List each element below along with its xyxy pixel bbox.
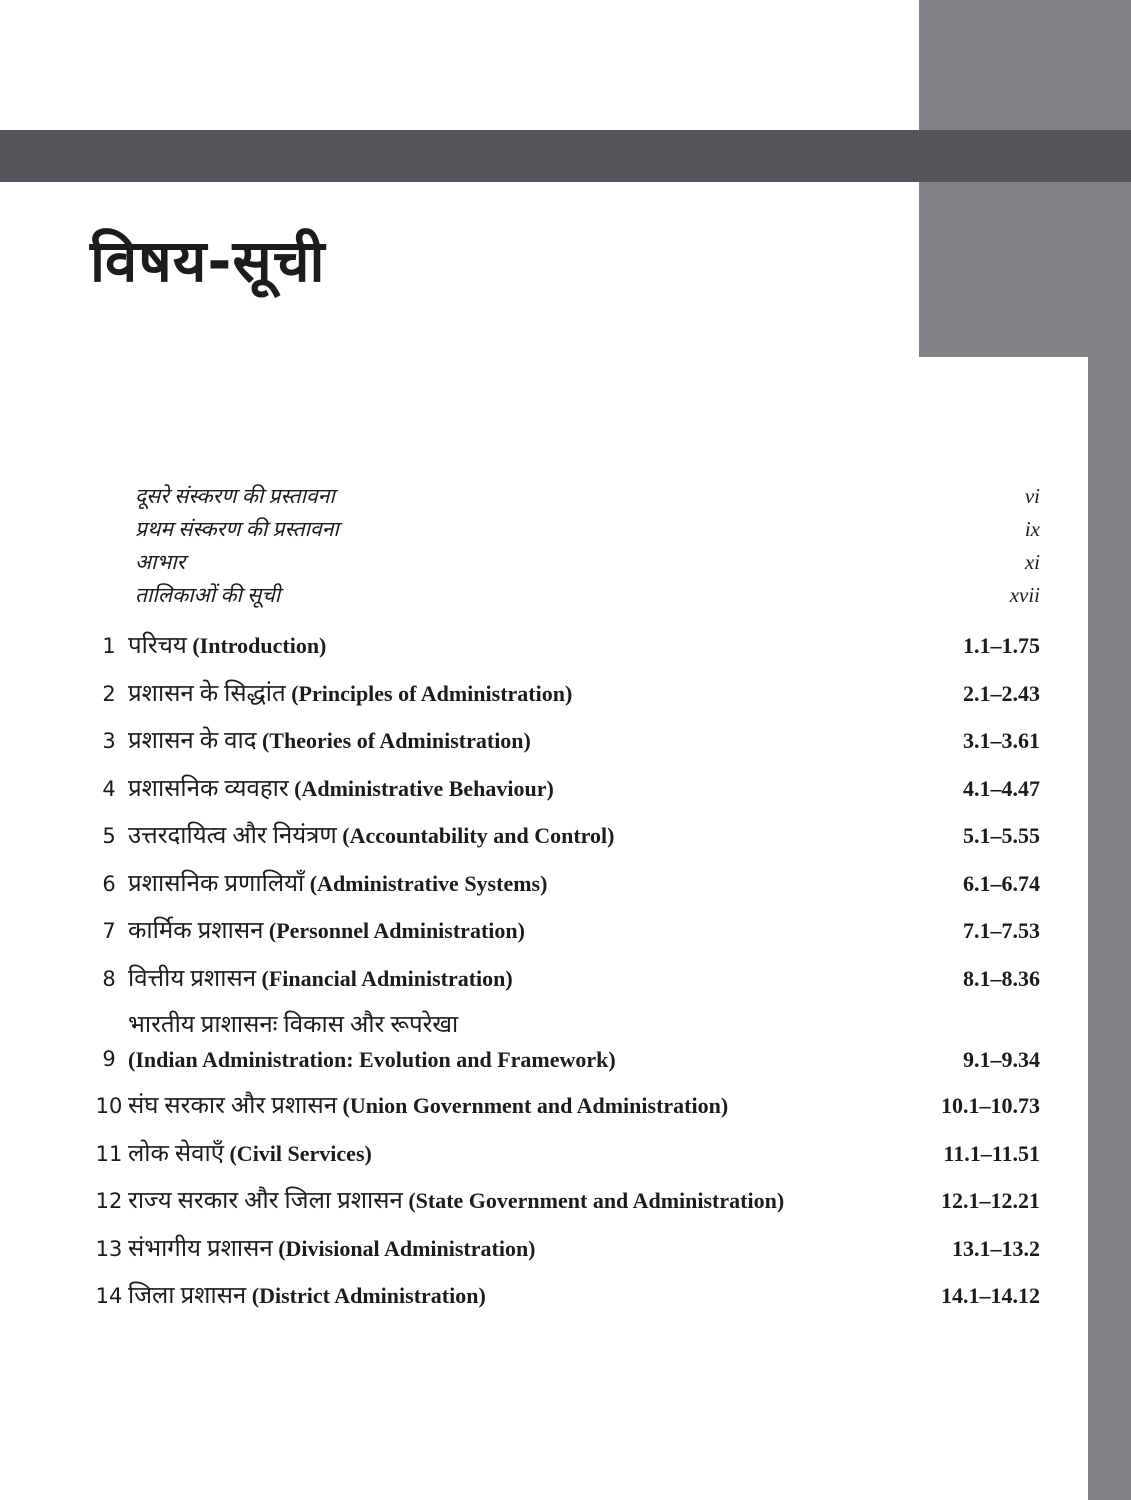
page-title: विषय-सूची <box>90 227 326 295</box>
chapter-page-range: 2.1–2.43 <box>963 680 1040 706</box>
chapter-title-hindi: प्रशासन के वाद <box>128 728 257 754</box>
chapter-number: 13 <box>95 1236 123 1261</box>
chapter-page-range: 7.1–7.53 <box>963 918 1040 943</box>
front-matter-label: आभार <box>135 550 186 574</box>
chapter-page-range: 1.1–1.75 <box>963 633 1040 658</box>
chapter-row <box>90 819 1040 854</box>
chapter-title-english: (Divisional Administration) <box>278 1235 536 1261</box>
chapter-row <box>90 772 1040 807</box>
chapter-title-english: (Principles of Administration) <box>291 680 573 706</box>
chapter-title-english: (Financial Administration) <box>261 965 513 991</box>
chapter-title <box>128 914 963 949</box>
chapter-page-range: 3.1–3.61 <box>963 728 1040 753</box>
chapter-page-range: 13.1–13.2 <box>952 1235 1040 1261</box>
chapter-row <box>90 677 1040 712</box>
chapter-title <box>128 724 963 759</box>
chapter-title-english: (Theories of Administration) <box>261 728 531 753</box>
chapter-title-english: (Administrative Systems) <box>309 870 548 896</box>
chapter-title <box>128 1089 941 1124</box>
chapter-title <box>128 1232 952 1267</box>
chapter-row <box>90 962 1040 997</box>
chapter-number: 1 <box>102 634 116 658</box>
chapter-row <box>90 914 1040 949</box>
chapter-title-hindi: लोक सेवाएँ <box>128 1140 224 1167</box>
chapter-title <box>128 1009 963 1076</box>
chapter-number: 10 <box>95 1094 123 1118</box>
chapter-title-hindi: कार्मिक प्रशासन <box>128 918 264 944</box>
chapter-row <box>90 1184 1040 1219</box>
chapter-row <box>90 867 1040 902</box>
chapter-row <box>90 1009 1040 1076</box>
chapter-title-hindi: वित्तीय प्रशासन <box>128 965 257 992</box>
chapter-page-range: 12.1–12.21 <box>941 1188 1040 1213</box>
chapter-row <box>90 1137 1040 1172</box>
chapter-title <box>128 772 963 807</box>
chapter-number: 4 <box>102 776 116 801</box>
front-matter-label: दूसरे संस्करण की प्रस्तावना <box>135 484 335 508</box>
chapter-title-hindi: संघ सरकार और प्रशासन <box>128 1093 338 1119</box>
front-matter-item <box>90 513 1040 546</box>
chapter-page-range: 14.1–14.12 <box>941 1283 1040 1308</box>
chapter-title <box>128 629 963 664</box>
front-matter-page-number: xvii <box>1009 583 1040 607</box>
chapter-title-english: (Indian Administration: Evolution and Framework) <box>128 1046 616 1072</box>
chapter-page-range: 5.1–5.55 <box>963 823 1040 848</box>
chapter-number: 7 <box>102 919 116 943</box>
chapter-number: 5 <box>102 824 116 848</box>
chapter-row <box>90 1232 1040 1267</box>
chapter-number: 6 <box>102 871 116 896</box>
chapter-title <box>128 867 963 902</box>
front-matter-list <box>90 480 1040 612</box>
chapter-title-english: (Union Government and Administration) <box>342 1093 729 1118</box>
chapter-title-hindi: भारतीय प्राशासनः विकास और रूपरेखा <box>128 1012 459 1038</box>
chapter-title <box>128 1137 943 1172</box>
chapter-title-hindi: प्रशासनिक प्रणालियाँ <box>128 870 305 897</box>
chapter-row <box>90 724 1040 759</box>
table-of-contents <box>90 480 1040 1314</box>
front-matter-item <box>90 480 1040 513</box>
chapter-title-english: (District Administration) <box>251 1283 486 1308</box>
chapter-number: 9 <box>102 1046 116 1071</box>
chapter-page-range: 8.1–8.36 <box>963 965 1040 991</box>
front-matter-label: तालिकाओं की सूची <box>135 583 281 607</box>
chapter-title <box>128 819 963 854</box>
chapter-number: 14 <box>95 1284 123 1308</box>
chapter-title-english: (Personnel Administration) <box>268 918 525 943</box>
chapter-title-english: (Accountability and Control) <box>342 823 615 848</box>
chapter-title-hindi: परिचय <box>128 633 187 659</box>
chapter-row <box>90 1279 1040 1314</box>
chapter-page-range: 9.1–9.34 <box>963 1046 1040 1072</box>
chapter-number: 8 <box>102 966 116 991</box>
chapter-number: 12 <box>95 1189 123 1213</box>
chapter-title-english: (Introduction) <box>192 633 327 658</box>
chapter-row <box>90 1089 1040 1124</box>
chapter-title <box>128 1184 941 1219</box>
chapter-list <box>90 629 1040 1314</box>
chapter-number: 11 <box>95 1141 123 1166</box>
chapter-title-english: (Administrative Behaviour) <box>294 775 554 801</box>
chapter-page-range: 11.1–11.51 <box>943 1140 1040 1166</box>
chapter-title-english: (State Government and Administration) <box>408 1188 785 1213</box>
chapter-page-range: 6.1–6.74 <box>963 870 1040 896</box>
header-band <box>0 130 1131 182</box>
front-matter-item <box>90 546 1040 579</box>
chapter-title-english: (Civil Services) <box>229 1140 372 1166</box>
right-edge-gray-strip <box>1088 357 1131 1500</box>
chapter-title-hindi: उत्तरदायित्व और नियंत्रण <box>128 823 337 849</box>
chapter-title <box>128 677 963 712</box>
chapter-number: 3 <box>102 729 116 753</box>
front-matter-label: प्रथम संस्करण की प्रस्तावना <box>135 517 339 541</box>
chapter-page-range: 4.1–4.47 <box>963 775 1040 801</box>
chapter-row <box>90 629 1040 664</box>
chapter-title <box>128 1279 941 1314</box>
chapter-number: 2 <box>102 681 116 706</box>
front-matter-page-number: xi <box>1024 550 1040 574</box>
chapter-title-hindi: प्रशासन के सिद्धांत <box>128 680 286 707</box>
chapter-title-hindi: जिला प्रशासन <box>128 1283 247 1309</box>
chapter-title <box>128 962 963 997</box>
chapter-title-hindi: संभागीय प्रशासन <box>128 1235 273 1262</box>
front-matter-item <box>90 579 1040 612</box>
chapter-title-hindi: प्रशासनिक व्यवहार <box>128 775 289 802</box>
chapter-title-hindi: राज्य सरकार और जिला प्रशासन <box>128 1188 403 1214</box>
front-matter-page-number: ix <box>1024 517 1040 541</box>
front-matter-page-number: vi <box>1024 484 1040 508</box>
chapter-page-range: 10.1–10.73 <box>941 1093 1040 1118</box>
